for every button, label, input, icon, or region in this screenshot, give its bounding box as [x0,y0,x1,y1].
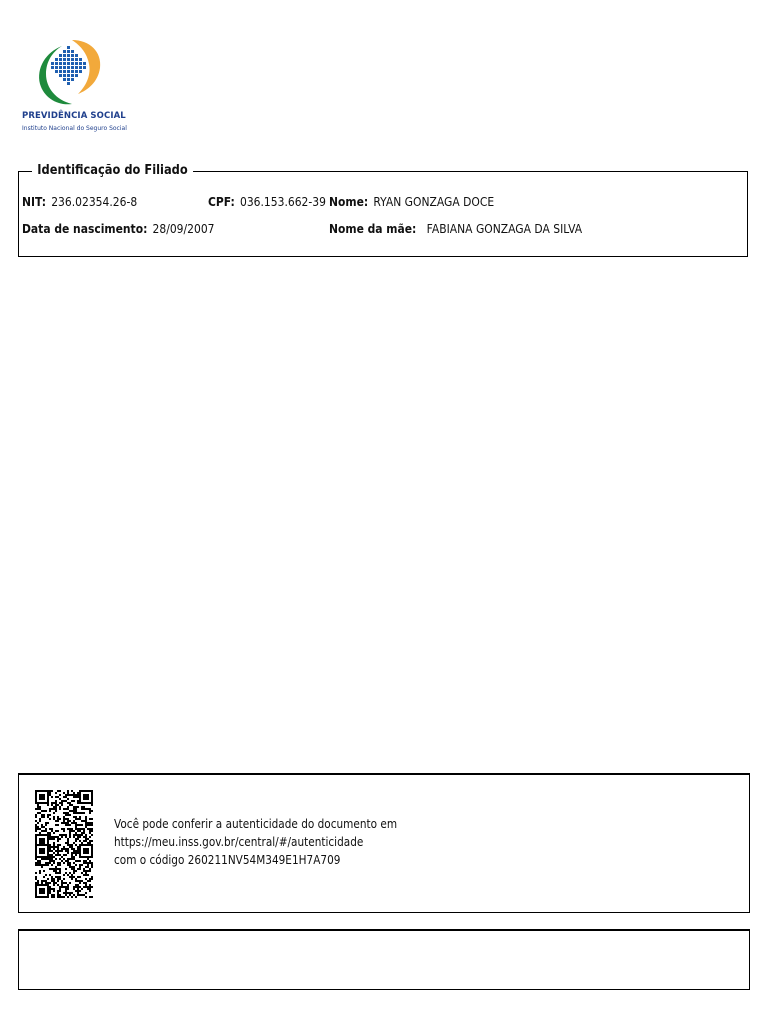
nascimento-field [22,221,215,237]
logo-subtitle: Instituto Nacional do Seguro Social [22,125,127,132]
nome-label: Nome: [329,194,369,209]
qr-code-icon [35,790,93,898]
nit-value: 236.02354.26-8 [51,194,138,209]
cpf-label: CPF: [208,194,235,209]
section-title: Identificação do Filiado [32,162,193,180]
authenticity-url: https://meu.inss.gov.br/central/#/autenticidade [114,834,364,849]
cpf-value: 036.153.662-39 [239,194,326,209]
previdencia-emblem-icon [32,38,104,106]
filiado-section [18,171,748,257]
nascimento-value: 28/09/2007 [152,221,215,236]
footer-box [18,929,750,990]
mae-label: Nome da mãe: [329,221,417,236]
authenticity-line-1: Você pode conferir a autenticidade do documento em [114,816,398,831]
nome-field [329,194,494,210]
cpf-field [208,194,326,210]
previdencia-logo [18,38,127,140]
nascimento-label: Data de nascimento: [22,221,148,236]
mae-field [329,221,582,237]
mae-value: FABIANA GONZAGA DA SILVA [426,221,583,236]
nit-field [22,194,137,210]
nit-label: NIT: [22,194,47,209]
authenticity-code: com o código 260211NV54M349E1H7A709 [114,852,341,867]
nome-value: RYAN GONZAGA DOCE [373,194,495,209]
logo-name: PREVIDÊNCIA SOCIAL [22,111,126,121]
authenticity-text [114,815,397,869]
